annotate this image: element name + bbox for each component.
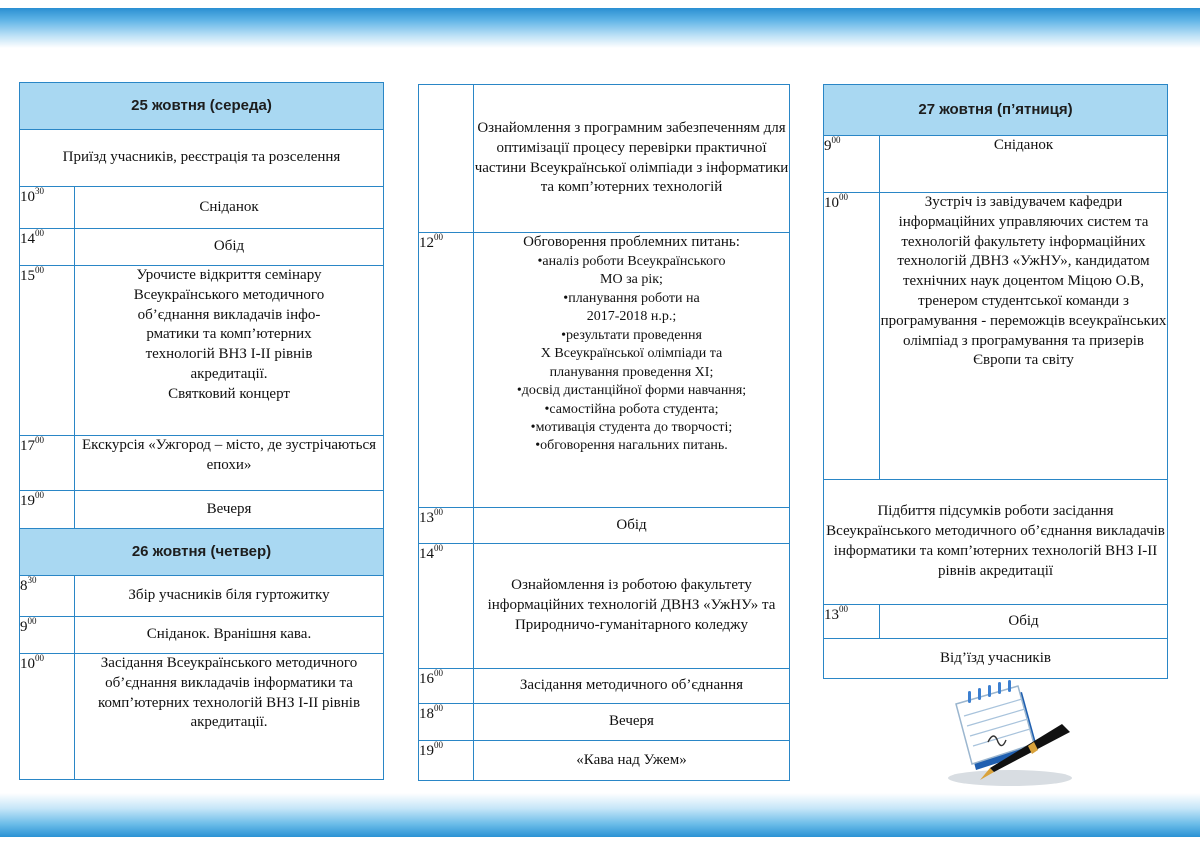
day-header-oct26: 26 жовтня (четвер) (20, 529, 384, 576)
discussion-item: •планування роботи на (563, 290, 700, 306)
bottom-decorative-band (0, 793, 1200, 837)
notepad-and-fountain-pen-icon (930, 680, 1090, 790)
schedule-discussion: Обговорення проблемних питань: •аналіз роботи Всеукраїнського МО за рік; •планування роботи на 2017-2018 н.р.; •результати проведення X Всеукраїнської олімпіади та планування проведення XI; •досвід дистанційної форми навчання; •самостійна робота студента; •мотивація студента до творчості; •обговорення нагальних питань. (474, 233, 790, 508)
schedule-column-3: 27 жовтня (п’ятниця) $9^{00}$ Сніданок $10^{00}$ Зустріч із завідувачем кафедри інформаційних управляючих систем та технологій факультету інформаційних технологій ДВНЗ «УжНУ», кандидатом технічних наук доцентом Міцою О.В, тренером студентської команди з програмування - переможців всеукраїнських олімпіад з програмування та призерів Європи та світу Підбиття підсумків роботи засідання Всеукраїнського методичного об’єднання викладачів інформатики та комп’ютерних технологій ВНЗ І-ІІ рівнів акредитації $13^{00}$ Обід Від’їзд учасників (823, 84, 1168, 679)
schedule-activity: Обід (880, 605, 1168, 639)
discussion-item: планування проведення XI; (549, 364, 714, 380)
schedule-activity: Сніданок (880, 136, 1168, 193)
schedule-meeting: Засідання Всеукраїнського методичного об’єднання викладачів інформатики та комп’ютерних технологій ВНЗ І-ІІ рівнів акредитації. (75, 654, 384, 780)
discussion-item: •мотивація студента до творчості; (530, 420, 733, 436)
schedule-opening-ceremony: Урочисте відкриття семінару Всеукраїнського методичного об’єднання викладачів інфо- рматики та комп’ютерних технологій ВНЗ І-ІІ рівнів акредитації. Святковий концерт (75, 266, 384, 436)
schedule-arrival: Приїзд учасників, реєстрація та розселення (20, 130, 384, 187)
discussion-item: X Всеукраїнської олімпіади та (540, 346, 723, 362)
schedule-software-intro: Ознайомлення з програмним забезпеченням для оптимізації процесу перевірки практичної частини Всеукраїнської олімпіади з інформатики та комп’ютерних технологій (474, 85, 790, 233)
schedule-activity: Обід (75, 229, 384, 266)
discussion-item: •досвід дистанційної форми навчання; (516, 383, 747, 399)
discussion-item: •результати проведення (561, 327, 702, 343)
schedule-activity: Вечеря (474, 704, 790, 741)
schedule-activity: Сніданок (75, 187, 384, 229)
discussion-item: •самостійна робота студента; (544, 401, 719, 417)
discussion-item: •аналіз роботи Всеукраїнського (537, 253, 726, 269)
day-header-oct25: 25 жовтня (середа) (20, 83, 384, 130)
discussion-item: МО за рік; (600, 272, 663, 288)
top-decorative-band (0, 8, 1200, 48)
schedule-faculty-visit: Ознайомлення із роботою факультету інформаційних технологій ДВНЗ «УжНУ» та Природничо-гуманітарного коледжу (474, 544, 790, 669)
schedule-department-meeting: Зустріч із завідувачем кафедри інформаційних управляючих систем та технологій факультету інформаційних технологій ДВНЗ «УжНУ», кандидатом технічних наук доцентом Міцою О.В, тренером студентської команди з програмування - переможців всеукраїнських олімпіад з програмування та призерів Європи та світу (880, 193, 1168, 480)
schedule-activity: Засідання методичного об’єднання (474, 669, 790, 704)
schedule-activity: Екскурсія «Ужгород – місто, де зустрічаються епохи» (75, 436, 384, 491)
schedule-activity: Обід (474, 508, 790, 544)
schedule-activity: Вечеря (75, 491, 384, 529)
schedule-column-1: 25 жовтня (середа) Приїзд учасників, реєстрація та розселення $10^{30}$ Сніданок $14^{00}$ Обід $15^{00}$ Урочисте відкриття семінару Всеукраїнського методичного об’єднання викладачів інфо- рматики та комп’ютерних технологій ВНЗ І-ІІ рівнів акредитації. Святковий концерт $17^{00}$ Екскурсія «Ужгород – місто, де зустрічаються епохи» $19^{00}$ Вечеря 26 жовтня (четвер) $8^{30}$ Збір учасників біля гуртожитку $9^{00}$ Сніданок. Вранішня кава. $10^{00}$ Засідання Всеукраїнського методичного об’єднання викладачів інформатики та комп’ютерних технологій ВНЗ І-ІІ рівнів акредитації. (19, 82, 384, 780)
discussion-item: •обговорення нагальних питань. (535, 438, 728, 454)
schedule-activity: «Кава над Ужем» (474, 741, 790, 781)
day-header-oct27: 27 жовтня (п’ятниця) (824, 85, 1168, 136)
schedule-summary: Підбиття підсумків роботи засідання Всеукраїнського методичного об’єднання викладачів інформатики та комп’ютерних технологій ВНЗ І-ІІ рівнів акредитації (824, 480, 1168, 605)
schedule-activity: Сніданок. Вранішня кава. (75, 617, 384, 654)
schedule-activity: Збір учасників біля гуртожитку (75, 576, 384, 617)
schedule-column-2: Ознайомлення з програмним забезпеченням для оптимізації процесу перевірки практичної частини Всеукраїнської олімпіади з інформатики та комп’ютерних технологій $12^{00}$ Обговорення проблемних питань: •аналіз роботи Всеукраїнського МО за рік; •планування роботи на 2017-2018 н.р.; •результати проведення X Всеукраїнської олімпіади та планування проведення XI; •досвід дистанційної форми навчання; •самостійна робота студента; •мотивація студента до творчості; •обговорення нагальних питань. $13^{00}$ Обід $14^{00}$ Ознайомлення із роботою факультету інформаційних технологій ДВНЗ «УжНУ» та Природничо-гуманітарного коледжу $16^{00}$ Засідання методичного об’єднання $18^{00}$ Вечеря $19^{00}$ «Кава над Ужем» (418, 84, 790, 781)
schedule-departure: Від’їзд учасників (824, 639, 1168, 679)
discussion-item: 2017-2018 н.р.; (586, 309, 677, 325)
